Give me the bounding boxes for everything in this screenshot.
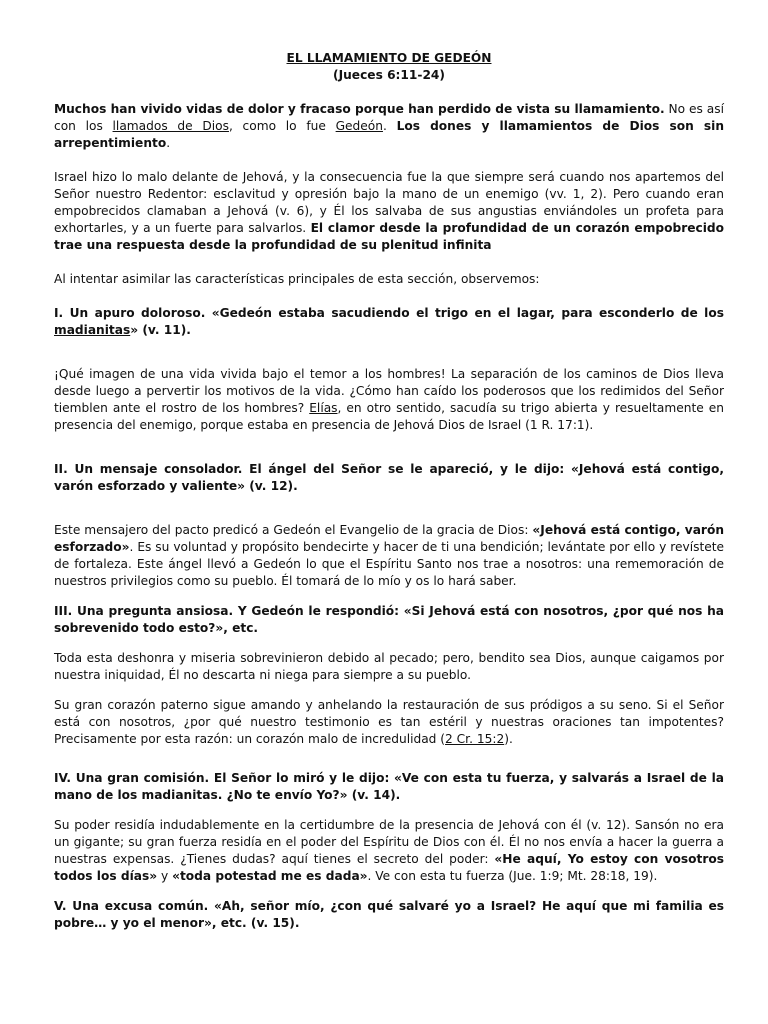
context-bold: El clamor desde la profundidad de un corazón empobrecido trae una respuesta desde la profundidad de su plenitud infinita <box>54 221 724 252</box>
section-4-bold-1: «He aquí, Yo estoy con vosotros todos los días» <box>54 852 724 883</box>
intro-bold-2: Los dones y llamamientos de Dios son sin arrepentimiento <box>54 119 725 150</box>
section-4-text-3: . Ve con esta tu fuerza (Jue. 1:9; Mt. 28:18, 19). <box>367 869 658 883</box>
intro-text-3: . <box>382 119 397 133</box>
heading-4-text: IV. Una gran comisión. El Señor lo miró y le dijo: «Ve con esta tu fuerza, y salvarás a Israel de la mano de los madianitas. ¿No te envío Yo?» (v. 14). <box>54 771 724 802</box>
heading-1-ref: » (v. 11). <box>130 323 191 337</box>
section-heading-2 <box>54 461 724 495</box>
context-paragraph <box>54 169 724 254</box>
section-4-paragraph <box>54 817 724 885</box>
section-4-bold-2: «toda potestad me es dada» <box>172 869 368 883</box>
heading-3-text: III. Una pregunta ansiosa. Y Gedeón le respondió: «Si Jehová está con nosotros, ¿por qué nos ha sobrevenido todo esto?», etc. <box>54 604 724 635</box>
intro-text-1: No es así con los <box>54 102 724 133</box>
link-elias[interactable]: Elías <box>309 401 338 415</box>
section-2-text-1: Este mensajero del pacto predicó a Gedeón el Evangelio de la gracia de Dios: <box>54 523 533 537</box>
section-2-bold: «Jehová está contigo, varón esforzado» <box>54 523 724 554</box>
section-heading-4 <box>54 770 724 804</box>
heading-1-text: I. Un apuro doloroso. «Gedeón estaba sacudiendo el trigo en el lagar, para esconderlo de los <box>54 306 724 320</box>
section-3-paragraph-2 <box>54 697 724 748</box>
link-gedeon[interactable]: Gedeón <box>335 119 383 133</box>
intro-paragraph <box>54 101 724 152</box>
section-1-text-2: , en otro sentido, sacudía su trigo abierta y resueltamente en presencia del enemigo, porque estaba en presencia de Jehová Dios de Israel (1 R. 17:1). <box>54 401 725 432</box>
section-3-text-1: Su gran corazón paterno sigue amando y anhelando la restauración de sus pródigos a su seno. Si el Señor está con nosotros, ¿por qué nuestro testimonio es tan estéril y nuestras oraciones tan impotentes? Precisamente por esta razón: un corazón malo de incredulidad ( <box>54 698 724 746</box>
link-madianitas[interactable]: madianitas <box>54 323 131 337</box>
section-4-text-2: y <box>157 869 173 883</box>
context-text: Israel hizo lo malo delante de Jehová, y la consecuencia fue la que siempre será cuando nos apartemos del Señor nuestro Redentor: esclavitud y opresión bajo la mano de un enemigo (vv. 1, 2). Pero cuando eran empobrecidos clamaban a Jehová (v. 6), y Él los salvaba de sus angustias enviándoles un profeta para exhortarles, y a un fuerte para salvarlos. <box>54 170 724 235</box>
section-heading-1 <box>54 305 724 339</box>
heading-2-text: II. Un mensaje consolador. El ángel del Señor se le apareció, y le dijo: «Jehová está contigo, varón esforzado y valiente» (v. 12). <box>54 462 724 493</box>
intro-text-2: , como lo fue <box>228 119 336 133</box>
intro-text-4: . <box>166 136 171 150</box>
section-3-paragraph-1: Toda esta deshonra y miseria sobrevinieron debido al pecado; pero, bendito sea Dios, aunque caigamos por nuestra iniquidad, Él no descarta ni niega para siempre a su pueblo. <box>54 651 724 682</box>
heading-5-text: V. Una excusa común. «Ah, señor mío, ¿con qué salvaré yo a Israel? He aquí que mi familia es pobre… y yo el menor», etc. (v. 15). <box>54 899 724 930</box>
page-subtitle: (Jueces 6:11-24) <box>333 68 445 82</box>
observe-paragraph: Al intentar asimilar las características principales de esta sección, observemos: <box>54 272 540 286</box>
section-4-text-1: Su poder residía indudablemente en la certidumbre de la presencia de Jehová con él (v. 12). Sansón no era un gigante; su gran fuerza residía en el poder del Espíritu de Dios con él. Él no nos envía a hacer la guerra a nuestras expensas. ¿Tienes dudas? aquí tienes el secreto del poder: <box>54 818 724 866</box>
page-title: EL LLAMAMIENTO DE GEDEÓN <box>286 51 492 65</box>
section-2-paragraph <box>54 522 724 590</box>
section-heading-3 <box>54 603 724 637</box>
link-llamados-de-dios[interactable]: llamados de Dios <box>112 119 229 133</box>
section-1-paragraph <box>54 366 724 434</box>
section-heading-5 <box>54 898 724 932</box>
section-3-text-2: ). <box>504 732 513 746</box>
intro-bold-1: Muchos han vivido vidas de dolor y fracaso porque han perdido de vista su llamamiento. <box>54 102 665 116</box>
section-1-text-1: ¡Qué imagen de una vida vivida bajo el temor a los hombres! La separación de los caminos de Dios lleva desde luego a pervertir los motivos de la vida. ¿Cómo han caído los poderosos que los redimidos del Señor tiemblen ante el rostro de los hombres? <box>54 367 724 415</box>
section-2-text-2: . Es su voluntad y propósito bendecirte y hacer de ti una bendición; levántate por ello y revístete de fortaleza. Este ángel llevó a Gedeón lo que el Espíritu Santo nos trae a nosotros: una rememoración de nuestros privilegios como su pueblo. Él tomará de lo mío y os lo hará saber. <box>54 540 724 588</box>
link-2-cr-15-2[interactable]: 2 Cr. 15:2 <box>445 732 505 746</box>
